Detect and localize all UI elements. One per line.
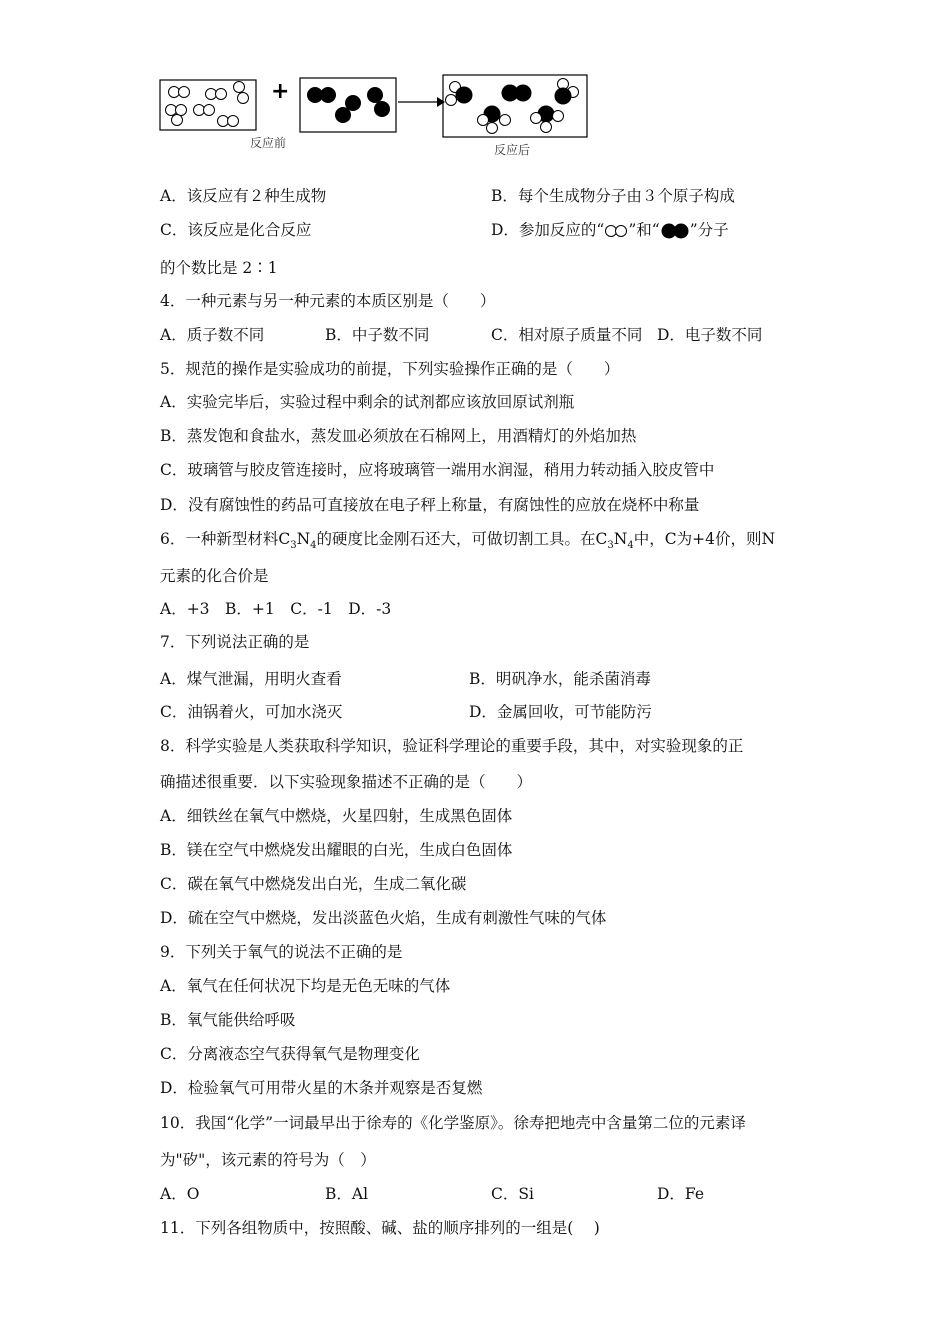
q6-text-2: N <box>296 530 311 548</box>
q8-stem-line1: 8．科学实验是人类获取科学知识，验证科学理论的重要手段，其中，对实验现象的正 <box>160 737 744 755</box>
black-molecule-icon <box>660 223 690 239</box>
q7-option-b: B．明矾净水，能杀菌消毒 <box>469 670 651 688</box>
q3-option-d <box>491 220 729 240</box>
q8-option-d: D．硫在空气中燃烧，发出淡蓝色火焰，生成有刺激性气味的气体 <box>160 909 607 927</box>
q5-option-d: D．没有腐蚀性的药品可直接放在电子秤上称量，有腐蚀性的应放在烧杯中称量 <box>160 496 700 514</box>
q10-option-d: D．Fe <box>657 1185 705 1203</box>
q3-option-d-mid: ”和“ <box>628 221 660 239</box>
q5-option-b: B．蒸发饱和食盐水，蒸发皿必须放在石棉网上，用酒精灯的外焰加热 <box>160 427 637 445</box>
white-molecules <box>166 82 249 127</box>
q6-stem-line1 <box>160 529 775 556</box>
q9-stem: 9．下列关于氧气的说法不正确的是 <box>160 943 403 961</box>
q8-option-a: A．细铁丝在氧气中燃烧，火星四射，生成黑色固体 <box>160 807 513 825</box>
q3-option-b: B．每个生成物分子由３个原子构成 <box>491 187 735 205</box>
plus-sign: + <box>271 79 290 104</box>
subscript-4: 4 <box>310 540 317 552</box>
q4-option-b: B．中子数不同 <box>325 326 430 344</box>
q6-options: A．+3 B．+1 C．-1 D．-3 <box>160 600 392 618</box>
subscript-4b: 4 <box>627 540 634 552</box>
after-label: 反应后 <box>494 143 531 157</box>
q5-option-a: A．实验完毕后，实验过程中剩余的试剂都应该放回原试剂瓶 <box>160 393 575 411</box>
q10-option-b: B．Al <box>325 1185 369 1203</box>
q4-stem: 4．一种元素与另一种元素的本质区别是（ ） <box>160 292 496 310</box>
subscript-3b: 3 <box>607 540 614 552</box>
q10-stem-line2: 为"矽"，该元素的符号为（ ） <box>160 1151 376 1169</box>
q9-option-c: C．分离液态空气获得氧气是物理变化 <box>160 1045 420 1063</box>
subscript-3: 3 <box>290 540 297 552</box>
q7-stem: 7．下列说法正确的是 <box>160 633 310 651</box>
q10-option-c: C．Si <box>491 1185 534 1203</box>
q6-text-5: 中，C为+4价，则N <box>633 530 776 548</box>
product-molecules <box>446 79 579 134</box>
q6-text-1: 6．一种新型材料C <box>160 530 291 548</box>
before-label: 反应前 <box>250 136 287 150</box>
q4-option-a: A．质子数不同 <box>160 326 265 344</box>
q5-option-c: C．玻璃管与胶皮管连接时，应将玻璃管一端用水润湿，稍用力转动插入胶皮管中 <box>160 461 715 479</box>
q8-stem-line2: 确描述很重要．以下实验现象描述不正确的是（ ） <box>160 773 533 791</box>
q4-option-d: D．电子数不同 <box>657 326 763 344</box>
q9-option-b: B．氧气能供给呼吸 <box>160 1011 296 1029</box>
q7-option-c: C．油锅着火，可加水浇灭 <box>160 703 343 721</box>
q4-option-c: C．相对原子质量不同 <box>491 326 643 344</box>
q8-option-b: B．镁在空气中燃烧发出耀眼的白光，生成白色固体 <box>160 841 513 859</box>
q6-stem-line2: 元素的化合价是 <box>160 567 269 585</box>
q8-option-c: C．碳在氧气中燃烧发出白光，生成二氧化碳 <box>160 875 467 893</box>
q3-option-d-cont: 的个数比是 2∶1 <box>160 259 278 277</box>
q6-text-3: 的硬度比金刚石还大，可做切割工具。在C <box>316 530 608 548</box>
q9-option-a: A．氧气在任何状况下均是无色无味的气体 <box>160 977 451 995</box>
q5-stem: 5．规范的操作是实验成功的前提，下列实验操作正确的是（ ） <box>160 360 620 378</box>
black-molecules <box>307 87 390 123</box>
arrow-head-icon <box>437 97 445 107</box>
q9-option-d: D．检验氧气可用带火星的木条并观察是否复燃 <box>160 1079 483 1097</box>
q3-option-d-suffix: ”分子 <box>689 221 729 239</box>
white-molecule-icon <box>604 224 628 238</box>
q3-option-a: A．该反应有２种生成物 <box>160 187 327 205</box>
q7-option-a: A．煤气泄漏，用明火查看 <box>160 670 342 688</box>
q10-option-a: A．O <box>160 1185 200 1203</box>
q6-text-4: N <box>613 530 628 548</box>
q11-stem: 11．下列各组物质中，按照酸、碱、盐的顺序排列的一组是( ) <box>160 1219 600 1237</box>
q7-option-d: D．金属回收，可节能防污 <box>469 703 652 721</box>
q3-option-d-prefix: D．参加反应的“ <box>491 221 605 239</box>
q3-option-c: C．该反应是化合反应 <box>160 221 312 239</box>
q10-stem-line1: 10．我国“化学”一词最早出于徐寿的《化学鉴原》。徐寿把地壳中含量第二位的元素译 <box>160 1114 746 1132</box>
